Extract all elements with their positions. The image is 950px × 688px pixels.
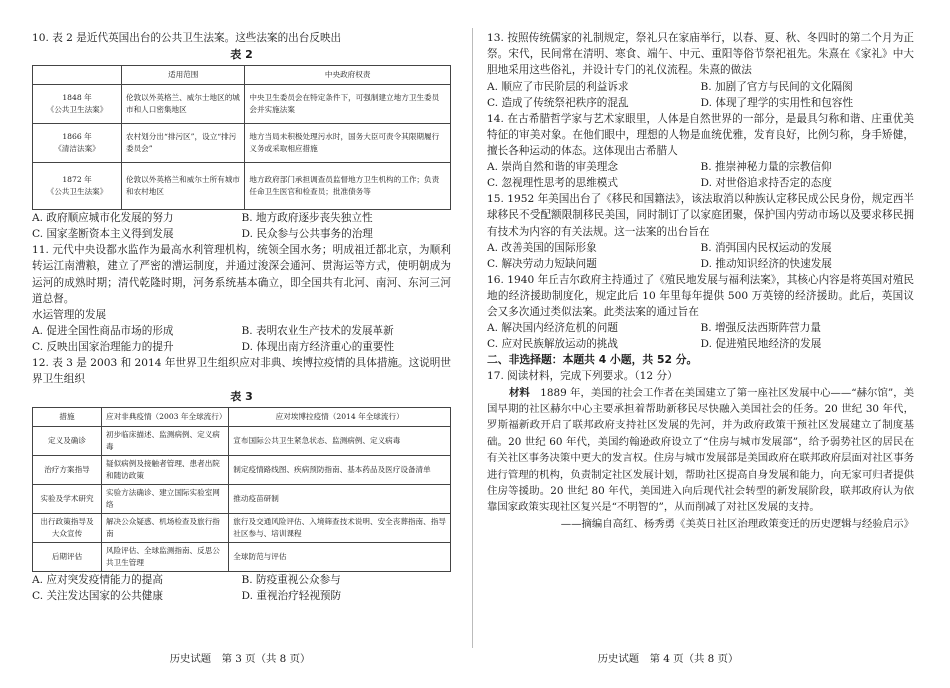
option-b: B. 消弭国内民权运动的发展: [700, 241, 832, 254]
table3-ebola: 全球防范与评估: [229, 542, 451, 571]
option-a: A. 顺应了市民阶层的利益诉求: [487, 80, 629, 93]
table2-header-powers: 中央政府权责: [245, 66, 451, 85]
material-label: 材料: [509, 386, 530, 399]
table3: [32, 407, 451, 572]
table2-law: 1848 年 《公共卫生法案》: [33, 85, 122, 124]
option-c: C. 关注发达国家的公共健康: [32, 589, 163, 602]
option-c: C. 造成了传统祭祀秩序的混乱: [487, 96, 629, 109]
table3-caption: 表 3: [230, 389, 253, 403]
option-a: A. 应对突发疫情能力的提高: [32, 573, 163, 586]
table3-ebola: 旅行及交通风险评估、入境筛查技术说明、安全丧葬指南、指导社区参与、培训课程: [229, 513, 451, 542]
table2-powers: 中央卫生委员会在特定条件下，可强制建立地方卫生委员会并实施法案: [245, 85, 451, 124]
table2-law: 1872 年 《公共卫生法案》: [33, 163, 122, 210]
table3-measure: 后期评估: [33, 542, 102, 571]
table2: [32, 65, 451, 210]
table-row: [33, 163, 451, 210]
q15-options: [487, 240, 914, 272]
page-footer-left: 历史试题 第 3 页（共 8 页）: [169, 653, 311, 665]
option-b: B. 表明农业生产技术的发展革新: [241, 325, 394, 338]
table3-header-measure: 措施: [33, 407, 102, 426]
table2-header-row: [33, 66, 451, 85]
option-d: D. 促进殖民地经济的发展: [700, 338, 822, 351]
material-source: ——摘编自高红、杨秀勇《美英日社区治理政策变迁的历史逻辑与经验启示》: [560, 517, 914, 530]
q12-options: [32, 572, 451, 604]
option-a: A. 崇尚自然和谐的审美理念: [487, 161, 618, 174]
table3-sars: 解决公众疑惑、机场检查及旅行指南: [102, 513, 229, 542]
table-row: [33, 426, 451, 455]
table2-scope: 农村划分出“排污区”，设立“排污委员会”: [122, 124, 245, 163]
table3-header-sars: 应对非典疫情（2003 年全球流行）: [102, 407, 229, 426]
q17-material: [487, 385, 914, 516]
table2-powers: 地方政府部门承担调查员监督地方卫生机构的工作；负责任命卫生医官和检查员；批准债务等: [245, 163, 451, 210]
right-page: [475, 0, 950, 688]
option-c: C. 应对民族解放运动的挑战: [487, 338, 618, 351]
table-row: [33, 455, 451, 484]
option-c: C. 忽视理性思考的思维模式: [487, 177, 618, 190]
table3-sars: 疑似病例及接触者管理、患者出院和随访政策: [102, 455, 229, 484]
q11-stem: 11. 元代中央设都水监作为最高水利管理机构，统领全国水务；明成祖迁都北京，为顺利转运江南漕粮，建立了严密的漕运制度，并通过浚深会通河、贯海运等方式，使明朝成为运河的成熟时期；清代乾隆时期，河务系统基本确立，即全国共有北河、南河、东河三河道总督。: [32, 244, 451, 305]
option-b: B. 加剧了官方与民间的文化隔阂: [700, 80, 853, 93]
q14-options: [487, 159, 914, 191]
table3-measure: 治疗方案指导: [33, 455, 102, 484]
table-row: [33, 513, 451, 542]
option-d: D. 对世俗追求持否定的态度: [700, 177, 832, 190]
table2-caption: 表 2: [230, 48, 253, 62]
table3-header-row: [33, 407, 451, 426]
option-d: D. 推动知识经济的快速发展: [700, 257, 832, 270]
q12-stem: 12. 表 3 是 2003 和 2014 年世界卫生组织应对非典、埃博拉疫情的具体措施。这说明世界卫生组织: [32, 357, 451, 386]
table-row: [33, 124, 451, 163]
q13-stem: 13. 按照传统儒家的礼制规定，祭礼只在家庙举行，以春、夏、秋、冬四时的第二个月为正祭。宋代，民间常在清明、寒食、端午、中元、重阳等俗节祭祀祖先。朱熹在《家礼》中大胆地采用这些俗礼，并设计专门的礼仪流程。朱熹的做法: [487, 32, 914, 77]
option-d: D. 民众参与公共事务的治理: [241, 228, 373, 241]
column-divider: [472, 28, 473, 648]
table3-ebola: 宣布国际公共卫生紧急状态、监测病例、定义病毒: [229, 426, 451, 455]
option-d: D. 重视治疗轻视预防: [241, 589, 342, 602]
table3-ebola: 制定疫情路线图、疾病预防指南、基本药品及医疗设备清单: [229, 455, 451, 484]
table3-header-ebola: 应对埃博拉疫情（2014 年全球流行）: [229, 407, 451, 426]
option-c: C. 解决劳动力短缺问题: [487, 257, 597, 270]
q16-options: [487, 320, 914, 352]
table3-sars: 风险评估、全球监测指南、反思公共卫生管理: [102, 542, 229, 571]
page-footer-right: 历史试题 第 4 页（共 8 页）: [597, 653, 739, 665]
q15-stem: 15. 1952 年美国出台了《移民和国籍法》，该法取消以种族认定移民成公民身份，规定西半球移民不受配额限制移民美国，同时制订了以家庭团聚，保护国内劳动市场以及要求移民拥有技术为内容的有关法规。这一法案的出台旨在: [487, 193, 914, 238]
table3-measure: 实验及学术研究: [33, 484, 102, 513]
option-b: B. 推崇神秘力量的宗教信仰: [700, 161, 832, 174]
option-b: B. 防疫重视公众参与: [241, 573, 341, 586]
table2-header-blank: [33, 66, 122, 85]
option-a: A. 政府顺应城市化发展的努力: [32, 212, 174, 225]
table3-sars: 实验方法确诊、建立国际实验室网络: [102, 484, 229, 513]
option-b: B. 增强反法西斯阵营力量: [700, 322, 821, 335]
q17-stem: 17. 阅读材料，完成下列要求。（12 分）: [487, 370, 678, 383]
table2-scope: 伦敦以外英格兰和威尔士所有城市和农村地区: [122, 163, 245, 210]
q14-stem: 14. 在古希腊哲学家与艺术家眼里，人体是自然世界的一部分，是最具匀称和谐、庄重优美特征的审美对象。在他们眼中，理想的人物是血统优雅，发育良好，比例匀称，身手矫健，擅长各种运动的体态。这体现出古希腊人: [487, 112, 914, 158]
table3-measure: 定义及确诊: [33, 426, 102, 455]
option-d: D. 体现出南方经济重心的重要性: [241, 341, 395, 354]
option-d: D. 体现了理学的实用性和包容性: [700, 96, 854, 109]
material-text: 1889 年，美国的社会工作者在美国建立了第一座社区发展中心——“赫尔馆”，美国早期的社区赫尔中心主要承担着帮助新移民尽快融入美国社会的任务。20 世纪 30 年代，罗斯福新政开启了联邦政府支持社区发展的先河，并为政府政策干预社区发展建立了制度基础。20 世纪 60 年代，美国约翰逊政府设立了“住房与城市发展部”，给予弱势社区的居民在有关社区事务决策中更大的发言权。住房与城市发展部是美国政府在联邦政府层面对社区事务进行管理的机构，负责制定社区发展计划，帮助社区提高自身发展和能力，向无家可归者提供住房等援助。20 世纪 80 年代，美国进入向后现代社会转型的新发展阶段，联邦政府认为依靠国家政策实现社区复兴是“不明智的”，从而削减了对社区发展的支持。: [487, 386, 915, 514]
table-row: [33, 484, 451, 513]
table2-scope: 伦敦以外英格兰、威尔士地区的城市和人口密集地区: [122, 85, 245, 124]
section-heading: 二、非选择题：本题共 4 小题，共 52 分。: [487, 353, 698, 367]
table2-law: 1866 年 《清洁法案》: [33, 124, 122, 163]
option-c: C. 国家垄断资本主义得到发展: [32, 228, 174, 241]
q10-stem: 10. 表 2 是近代英国出台的公共卫生法案。这些法案的出台反映出: [32, 32, 342, 44]
table2-header-scope: 适用范围: [122, 66, 245, 85]
q13-options: [487, 79, 914, 111]
table-row: [33, 542, 451, 571]
q10-options: [32, 210, 451, 242]
option-c: C. 反映出国家治理能力的提升: [32, 341, 174, 354]
q11-options: [32, 323, 451, 355]
option-a: A. 改善美国的国际形象: [487, 241, 597, 254]
table3-measure: 出行政策指导及大众宣传: [33, 513, 102, 542]
option-a: A. 促进全国性商品市场的形成: [32, 325, 174, 338]
table2-powers: 地方当局未积极处理污水时，国务大臣可责令其限期履行义务或采取相应措施: [245, 124, 451, 163]
q16-stem: 16. 1940 年丘吉尔政府主持通过了《殖民地发展与福利法案》，其核心内容是将英国对殖民地的经济援助制度化，规定此后 10 年里每年提供 500 万英镑的经济援助。此后，英国议会又多次通过类似法案。此类法案的通过旨在: [487, 273, 914, 319]
table3-ebola: 推动疫苗研制: [229, 484, 451, 513]
option-b: B. 地方政府逐步丧失独立性: [241, 212, 373, 225]
q11-stem-end: 水运管理的发展: [32, 309, 107, 322]
table3-sars: 初步临床描述、监测病例、定义病毒: [102, 426, 229, 455]
table-row: [33, 85, 451, 124]
option-a: A. 解决国内经济危机的问题: [487, 322, 618, 335]
